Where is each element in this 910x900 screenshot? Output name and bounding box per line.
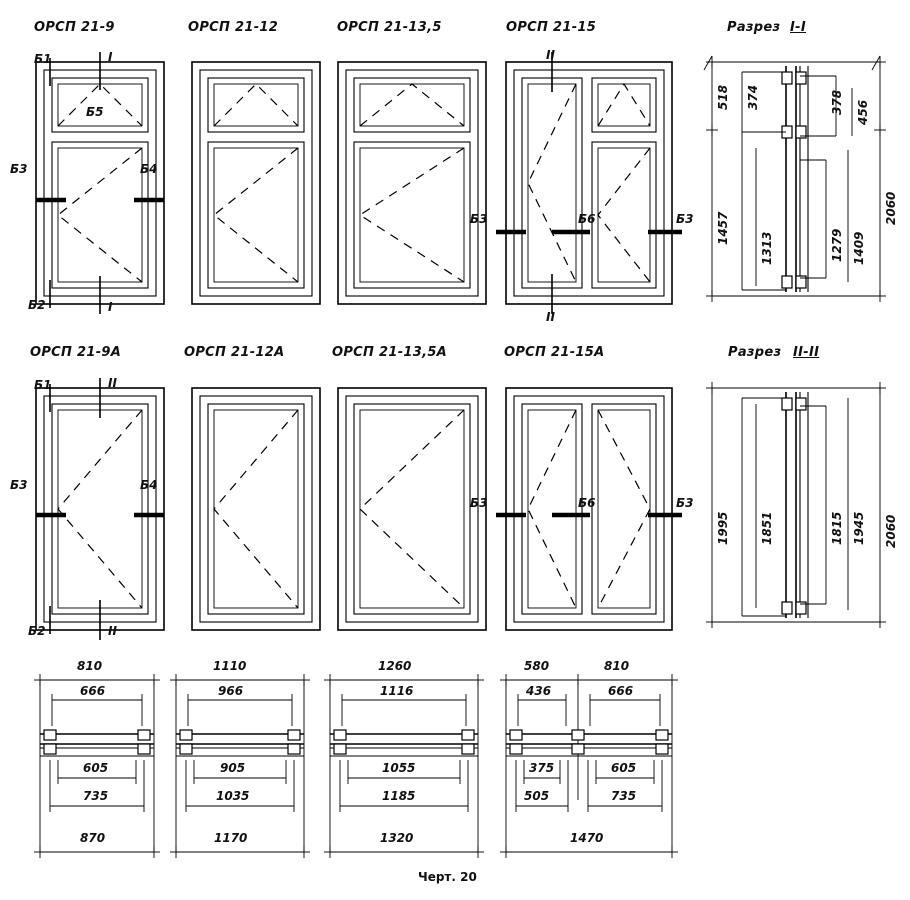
- panel-title-orsp-21-12: ОРСП 21-12: [188, 20, 279, 35]
- mark-b3-left-r1-15: Б3: [470, 212, 488, 226]
- dim-1279: 1279: [830, 228, 844, 262]
- elev-orsp-21-15: [496, 52, 682, 314]
- dim-1409: 1409: [852, 231, 866, 265]
- dim-2060-II: 2060: [884, 514, 898, 548]
- figure-caption: Черт. 20: [418, 870, 477, 884]
- section-mark-II-top-r1: II: [546, 48, 555, 62]
- dim-605-right: 605: [611, 761, 637, 775]
- section-II-II: [706, 382, 886, 628]
- dim-735: 735: [83, 789, 109, 803]
- mark-b1-r1: Б1: [34, 52, 52, 66]
- elev-orsp-21-9a: [36, 378, 164, 640]
- dim-1313: 1313: [760, 231, 774, 265]
- dim-375: 375: [529, 761, 555, 775]
- mark-b3-right-r1-15: Б3: [676, 212, 694, 226]
- section-mark-II-top-r2: II: [108, 376, 117, 390]
- elev-orsp-21-12: [192, 62, 320, 304]
- dim-505: 505: [524, 789, 550, 803]
- mark-b4-r2: Б4: [140, 478, 158, 492]
- section-mark-I-bottom: I: [108, 300, 113, 314]
- dim-518: 518: [716, 84, 730, 110]
- panel-title-orsp-21-15: ОРСП 21-15: [506, 20, 597, 35]
- dim-1851: 1851: [760, 511, 774, 545]
- dim-1055: 1055: [382, 761, 416, 775]
- dim-2060-I: 2060: [884, 191, 898, 225]
- panel-title-orsp-21-13-5a: ОРСП 21-13,5А: [332, 345, 448, 360]
- section-I-I: [704, 56, 886, 302]
- elev-orsp-21-13-5a: [338, 388, 486, 630]
- mark-b3-left-r2-15a: Б3: [470, 496, 488, 510]
- dim-1320: 1320: [380, 831, 414, 845]
- section-II-title: Разрез: [728, 345, 782, 360]
- dim-666: 666: [80, 684, 106, 698]
- dim-666-right: 666: [608, 684, 634, 698]
- panel-title-orsp-21-9: ОРСП 21-9: [34, 20, 115, 35]
- mark-b3-r2: Б3: [10, 478, 28, 492]
- dim-1170: 1170: [214, 831, 248, 845]
- dim-1110-top: 1110: [213, 659, 247, 673]
- dim-374: 374: [746, 84, 760, 110]
- dim-735-right: 735: [611, 789, 637, 803]
- section-II-title-mark: II-II: [793, 345, 820, 360]
- dim-580: 580: [524, 659, 550, 673]
- dim-456: 456: [856, 99, 870, 125]
- section-I-title-mark: I-I: [790, 20, 806, 35]
- section-I-title: Разрез: [727, 20, 781, 35]
- elev-orsp-21-9: [36, 52, 164, 314]
- dim-605: 605: [83, 761, 109, 775]
- dim-436: 436: [526, 684, 552, 698]
- dim-966: 966: [218, 684, 244, 698]
- mark-b4-r1: Б4: [140, 162, 158, 176]
- mark-b5-r1: Б5: [86, 105, 104, 119]
- dim-1945: 1945: [852, 511, 866, 545]
- mark-b3-r1: Б3: [10, 162, 28, 176]
- dim-1185: 1185: [382, 789, 416, 803]
- dim-1470: 1470: [570, 831, 604, 845]
- section-mark-II-bottom-r2: II: [108, 624, 117, 638]
- dim-1116: 1116: [380, 684, 414, 698]
- dim-1815: 1815: [830, 511, 844, 545]
- panel-title-orsp-21-13-5: ОРСП 21-13,5: [337, 20, 442, 35]
- elev-orsp-21-12a: [192, 388, 320, 630]
- section-mark-I-top: I: [108, 50, 113, 64]
- mark-b1-r2: Б1: [34, 378, 52, 392]
- dim-1995: 1995: [716, 511, 730, 545]
- dim-378: 378: [830, 89, 844, 115]
- dim-870: 870: [80, 831, 106, 845]
- elev-orsp-21-13-5: [338, 62, 486, 304]
- dim-1260-top: 1260: [378, 659, 412, 673]
- dim-810-right: 810: [604, 659, 630, 673]
- panel-title-orsp-21-9a: ОРСП 21-9А: [30, 345, 122, 360]
- dim-1035: 1035: [216, 789, 250, 803]
- mark-b3-right-r2-15a: Б3: [676, 496, 694, 510]
- dim-1457: 1457: [716, 211, 730, 245]
- mark-b2-r2: Б2: [28, 624, 46, 638]
- mark-b2-r1: Б2: [28, 298, 46, 312]
- mark-b6-r2-15a: Б6: [578, 496, 596, 510]
- mark-b6-r1-15: Б6: [578, 212, 596, 226]
- dim-905: 905: [220, 761, 246, 775]
- dim-810-top: 810: [77, 659, 103, 673]
- panel-title-orsp-21-15a: ОРСП 21-15А: [504, 345, 605, 360]
- section-mark-II-bottom-r1: II: [546, 310, 555, 324]
- panel-title-orsp-21-12a: ОРСП 21-12А: [184, 345, 285, 360]
